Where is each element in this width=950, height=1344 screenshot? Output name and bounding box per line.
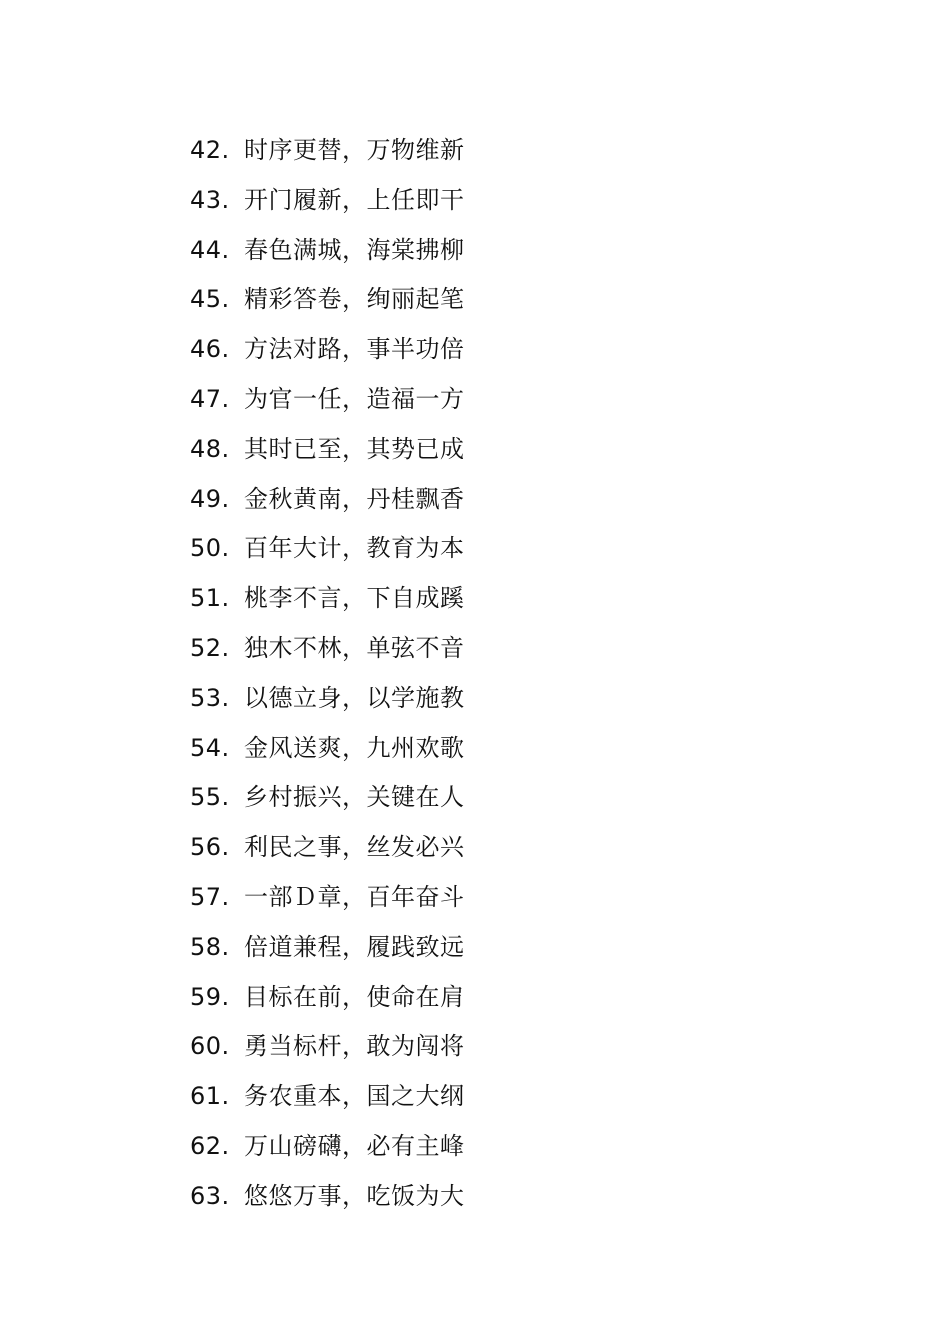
- item-number: 43.: [190, 185, 230, 214]
- list-item: [190, 475, 465, 525]
- item-number: 52.: [190, 633, 230, 662]
- list-item: [190, 1172, 465, 1222]
- numbered-list: [190, 126, 465, 1222]
- list-item: [190, 724, 465, 774]
- item-number: 56.: [190, 833, 230, 862]
- item-number: 47.: [190, 384, 230, 413]
- list-item: [190, 226, 465, 276]
- item-text: 时序更替，万物维新: [244, 136, 465, 164]
- item-number: 45.: [190, 285, 230, 314]
- list-item: [190, 1122, 465, 1172]
- item-text: 金秋黄南，丹桂飘香: [244, 484, 465, 513]
- item-number: 51.: [190, 584, 230, 613]
- item-text: 方法对路，事半功倍: [244, 335, 465, 364]
- list-item: [190, 524, 465, 574]
- item-text: 桃李不言，下自成蹊: [244, 584, 465, 613]
- item-text: 金风送爽，九州欢歌: [244, 733, 465, 762]
- item-text: 精彩答卷，绚丽起笔: [244, 285, 465, 314]
- list-item: [190, 375, 465, 425]
- item-text: 悠悠万事，吃饭为大: [244, 1181, 465, 1210]
- list-item: [190, 773, 465, 823]
- item-text: 乡村振兴，关键在人: [244, 783, 465, 812]
- item-number: 50.: [190, 534, 230, 563]
- list-item: [190, 425, 465, 475]
- item-number: 63.: [190, 1181, 230, 1210]
- item-number: 48.: [190, 434, 230, 463]
- item-text: 目标在前，使命在肩: [244, 982, 465, 1011]
- list-item: [190, 674, 465, 724]
- item-text: 利民之事，丝发必兴: [244, 833, 465, 862]
- list-item: [190, 126, 465, 176]
- item-text: 一部Ｄ章，百年奋斗: [244, 882, 465, 911]
- item-number: 57.: [190, 882, 230, 911]
- list-item: [190, 624, 465, 674]
- item-number: 44.: [190, 235, 230, 264]
- item-text: 独木不林，单弦不音: [244, 633, 465, 662]
- list-item: [190, 1072, 465, 1122]
- item-number: 54.: [190, 733, 230, 762]
- list-item: [190, 823, 465, 873]
- item-number: 62.: [190, 1131, 230, 1160]
- list-item: [190, 973, 465, 1023]
- item-text: 为官一任，造福一方: [244, 384, 465, 413]
- list-item: [190, 873, 465, 923]
- item-number: 46.: [190, 335, 230, 364]
- item-text: 春色满城，海棠拂柳: [244, 235, 465, 264]
- list-item: [190, 923, 465, 973]
- item-number: 53.: [190, 683, 230, 712]
- list-item: [190, 275, 465, 325]
- item-number: 42.: [190, 136, 230, 164]
- list-item: [190, 325, 465, 375]
- item-number: 60.: [190, 1032, 230, 1061]
- item-number: 49.: [190, 484, 230, 513]
- item-text: 勇当标杆，敢为闯将: [244, 1032, 465, 1061]
- item-text: 百年大计，教育为本: [244, 534, 465, 563]
- list-item: [190, 1022, 465, 1072]
- item-text: 万山磅礴，必有主峰: [244, 1131, 465, 1160]
- item-text: 以德立身，以学施教: [244, 683, 465, 712]
- list-item: [190, 176, 465, 226]
- item-number: 58.: [190, 932, 230, 961]
- item-text: 其时已至，其势已成: [244, 434, 465, 463]
- item-number: 61.: [190, 1082, 230, 1111]
- item-number: 55.: [190, 783, 230, 812]
- item-text: 务农重本，国之大纲: [244, 1082, 465, 1111]
- item-text: 倍道兼程，履践致远: [244, 932, 465, 961]
- list-item: [190, 574, 465, 624]
- item-number: 59.: [190, 982, 230, 1011]
- item-text: 开门履新，上任即干: [244, 185, 465, 214]
